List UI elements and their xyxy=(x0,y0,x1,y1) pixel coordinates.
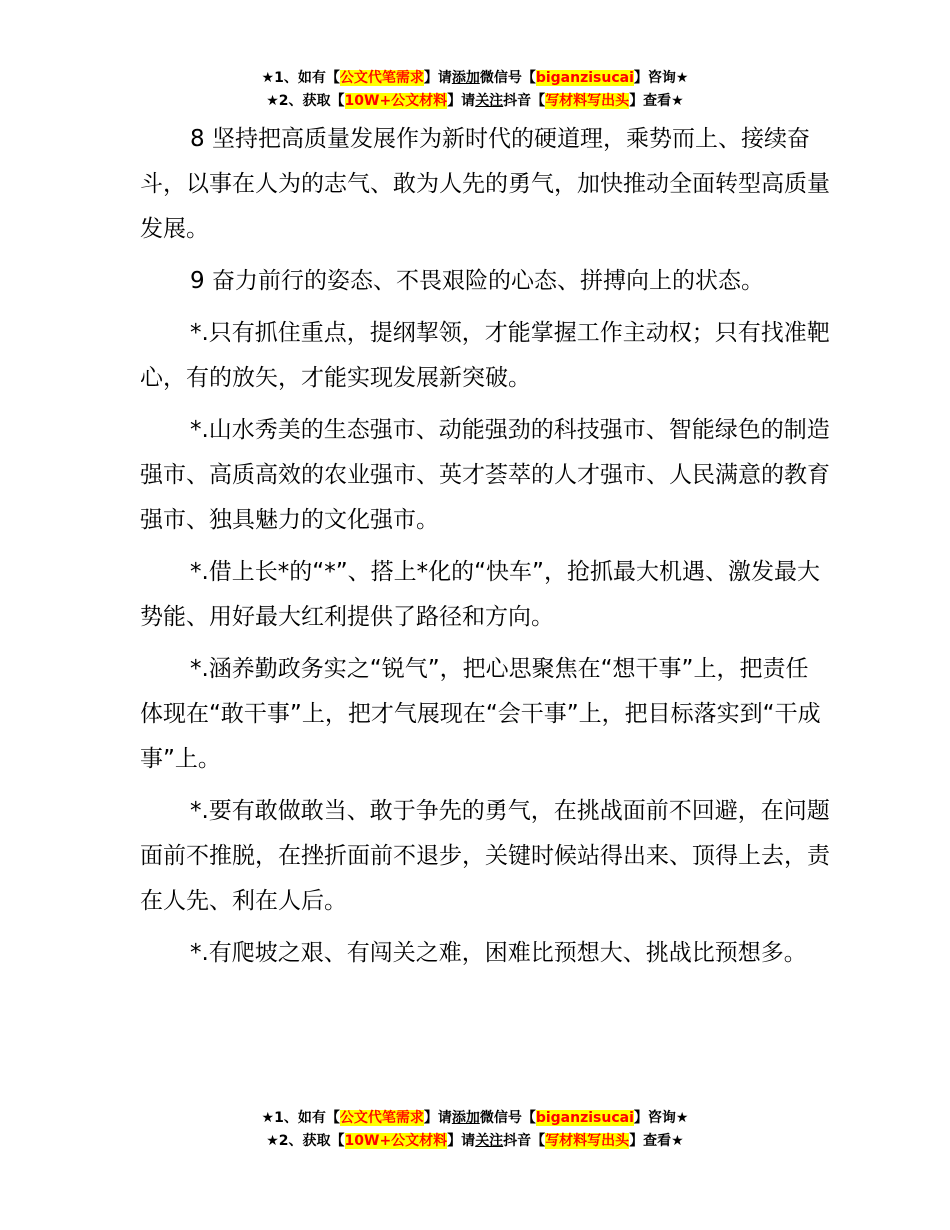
paragraph: *.有爬坡之艰、有闯关之难，困难比预想大、挑战比预想多。 xyxy=(190,940,807,966)
banner-text: ★1、如有【 xyxy=(261,70,340,86)
header-banner xyxy=(0,67,950,113)
header-line-2 xyxy=(0,90,950,113)
materials-highlight: 10W+公文材料 xyxy=(344,93,448,109)
banner-text: 】查看★ xyxy=(629,1133,684,1149)
document-body xyxy=(140,117,830,983)
paragraph: *.借上长*的“*”、搭上*化的“快车”，抢抓最大机遇、激发最大势能、用好最大红利提供了路径和方向。 xyxy=(140,559,820,630)
service-highlight: 公文代笔需求 xyxy=(339,70,424,86)
paragraph: *.要有敢做敢当、敢于争先的勇气，在挑战面前不回避，在问题面前不推脱，在挫折面前不退步，关键时候站得出来、顶得上去，责在人先、利在人后。 xyxy=(140,798,830,914)
wechat-id-highlight: biganzisucai xyxy=(535,70,634,86)
paragraph: *.山水秀美的生态强市、动能强劲的科技强市、智能绿色的制造强市、高质高效的农业强市、英才荟萃的人才强市、人民满意的教育强市、独具魅力的文化强市。 xyxy=(140,417,830,533)
add-underlined: 添加 xyxy=(451,1110,480,1126)
douyin-id-highlight: 写材料写出头 xyxy=(545,1133,630,1149)
add-underlined: 添加 xyxy=(451,70,480,86)
materials-highlight: 10W+公文材料 xyxy=(344,1133,448,1149)
banner-text: 】咨询★ xyxy=(633,70,689,86)
paragraph: *.只有抓住重点，提纲挈领，才能掌握工作主动权；只有找准靶心，有的放矢，才能实现发展新突破。 xyxy=(140,320,830,391)
banner-text: 微信号【 xyxy=(479,70,536,86)
paragraph: 9 奋力前行的姿态、不畏艰险的心态、拼搏向上的状态。 xyxy=(190,268,764,294)
banner-text: 】请 xyxy=(447,93,476,109)
banner-text: 】请 xyxy=(447,1133,476,1149)
banner-text: ★2、获取【 xyxy=(266,93,345,109)
paragraph: *.涵养勤政务实之“锐气”，把心思聚焦在“想干事”上，把责任体现在“敢干事”上，把才气展现在“会干事”上，把目标落实到“干成事”上。 xyxy=(140,656,821,772)
header-line-1 xyxy=(0,67,950,90)
douyin-id-highlight: 写材料写出头 xyxy=(545,93,630,109)
wechat-id-highlight: biganzisucai xyxy=(535,1110,634,1126)
banner-text: 抖音【 xyxy=(503,93,546,109)
banner-text: 微信号【 xyxy=(479,1110,536,1126)
banner-text: ★2、获取【 xyxy=(266,1133,345,1149)
footer-banner xyxy=(0,1107,950,1153)
banner-text: 】查看★ xyxy=(629,93,684,109)
paragraph: 8 坚持把高质量发展作为新时代的硬道理，乘势而上、接续奋斗，以事在人为的志气、敢为人先的勇气，加快推动全面转型高质量发展。 xyxy=(140,126,830,242)
banner-text: 】请 xyxy=(423,1110,452,1126)
banner-text: 】咨询★ xyxy=(633,1110,689,1126)
footer-line-2 xyxy=(0,1130,950,1153)
banner-text: ★1、如有【 xyxy=(261,1110,340,1126)
follow-underlined: 关注 xyxy=(475,93,504,109)
service-highlight: 公文代笔需求 xyxy=(339,1110,424,1126)
follow-underlined: 关注 xyxy=(475,1133,504,1149)
footer-line-1 xyxy=(0,1107,950,1130)
banner-text: 抖音【 xyxy=(503,1133,546,1149)
banner-text: 】请 xyxy=(423,70,452,86)
